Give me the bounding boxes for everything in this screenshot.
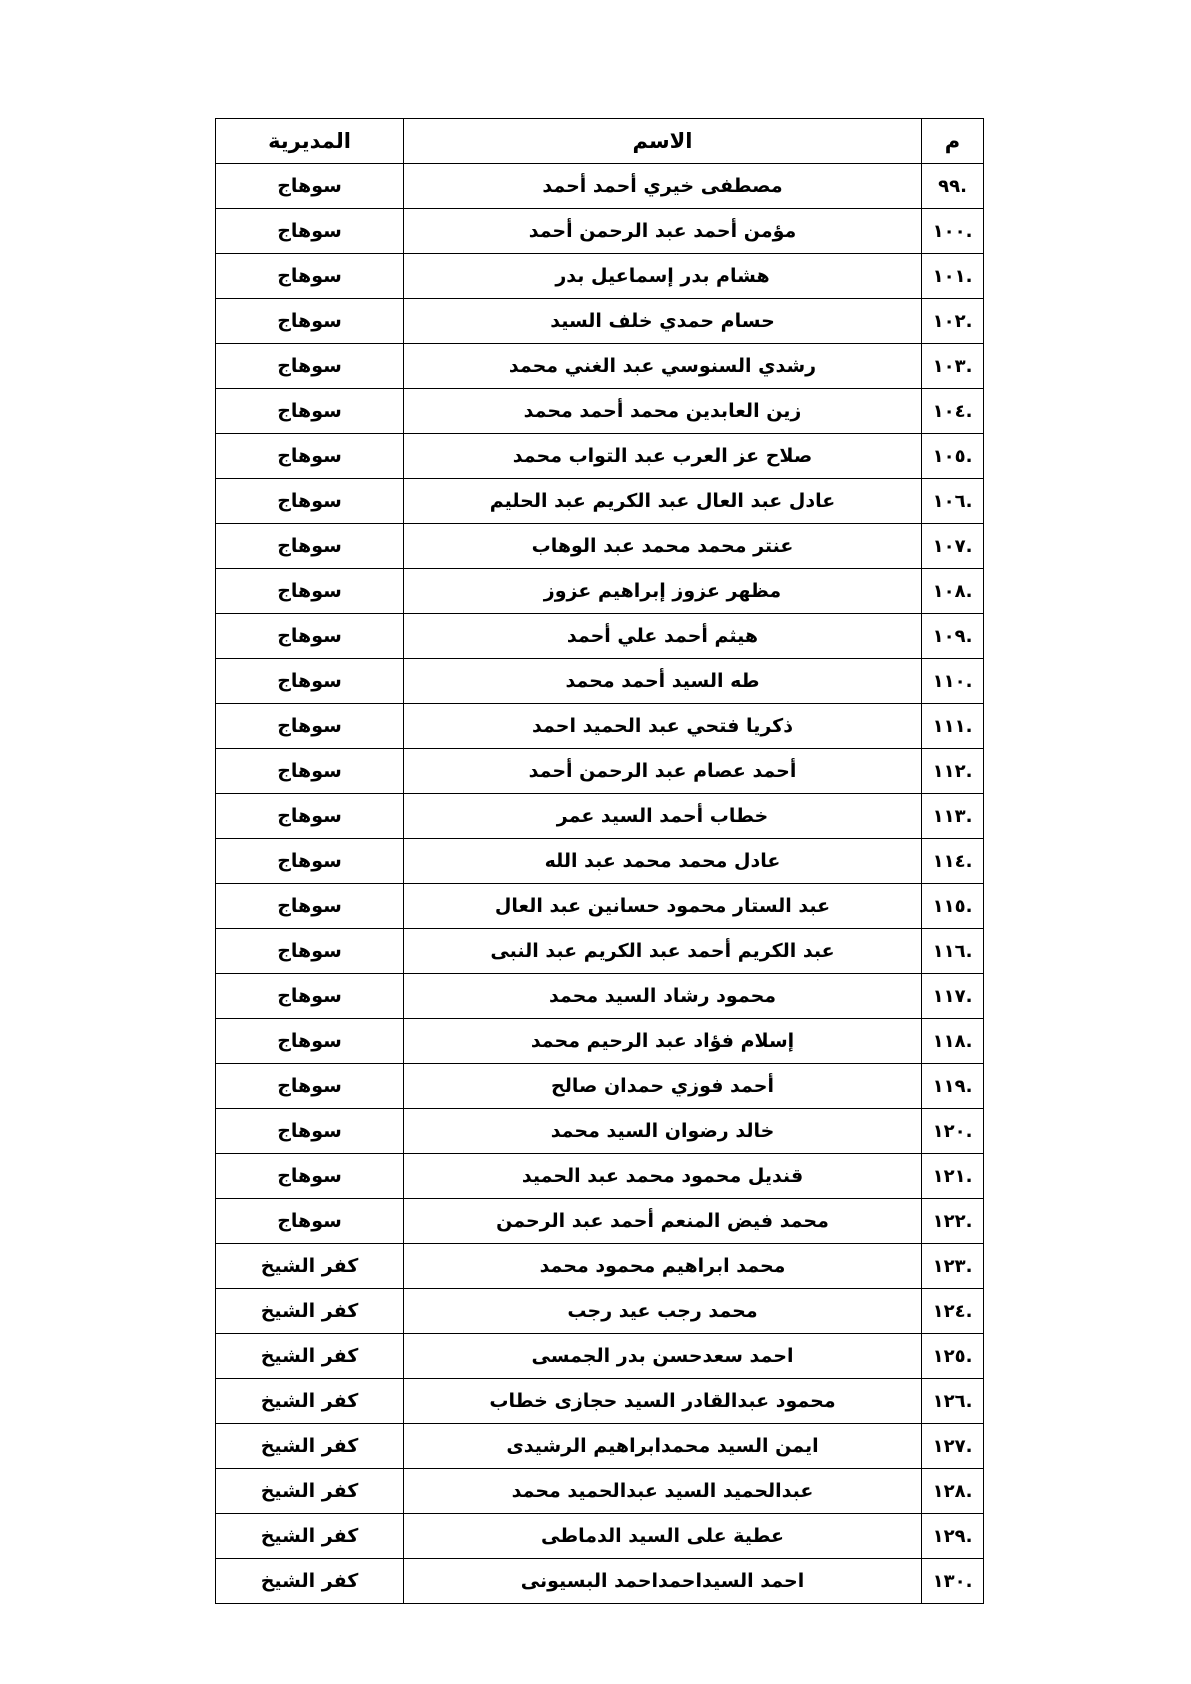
row-directorate: سوهاج — [216, 929, 404, 974]
table-row — [216, 344, 984, 389]
row-name: خالد رضوان السيد محمد — [404, 1109, 922, 1154]
header-name: الاسم — [404, 119, 922, 164]
header-num: م — [922, 119, 984, 164]
row-name: عطية على السيد الدماطى — [404, 1514, 922, 1559]
row-name: خطاب أحمد السيد عمر — [404, 794, 922, 839]
table-row — [216, 1379, 984, 1424]
row-name: محمد رجب عيد رجب — [404, 1289, 922, 1334]
row-directorate: سوهاج — [216, 569, 404, 614]
table-row — [216, 1154, 984, 1199]
header-directorate: المديرية — [216, 119, 404, 164]
row-name: مظهر عزوز إبراهيم عزوز — [404, 569, 922, 614]
row-number: .١٠٨ — [922, 569, 984, 614]
row-number: .١٠٤ — [922, 389, 984, 434]
table-row — [216, 164, 984, 209]
row-number: .١١٧ — [922, 974, 984, 1019]
row-directorate: سوهاج — [216, 389, 404, 434]
names-table — [215, 118, 984, 1604]
table-row — [216, 1334, 984, 1379]
row-number: .١١٣ — [922, 794, 984, 839]
table-row — [216, 479, 984, 524]
row-number: .١١٤ — [922, 839, 984, 884]
row-directorate: سوهاج — [216, 794, 404, 839]
table-row — [216, 704, 984, 749]
row-directorate: سوهاج — [216, 659, 404, 704]
row-number: .١٢٨ — [922, 1469, 984, 1514]
row-number: .١٠٢ — [922, 299, 984, 344]
table-row — [216, 974, 984, 1019]
row-directorate: سوهاج — [216, 299, 404, 344]
row-directorate: كفر الشيخ — [216, 1289, 404, 1334]
row-directorate: كفر الشيخ — [216, 1334, 404, 1379]
row-number: .١٢٥ — [922, 1334, 984, 1379]
row-name: عادل عبد العال عبد الكريم عبد الحليم — [404, 479, 922, 524]
row-directorate: سوهاج — [216, 614, 404, 659]
table-row — [216, 389, 984, 434]
table-row — [216, 569, 984, 614]
table-row — [216, 614, 984, 659]
row-directorate: سوهاج — [216, 1199, 404, 1244]
row-directorate: كفر الشيخ — [216, 1514, 404, 1559]
row-number: .١٠٠ — [922, 209, 984, 254]
row-directorate: كفر الشيخ — [216, 1424, 404, 1469]
row-directorate: سوهاج — [216, 839, 404, 884]
table-row — [216, 1064, 984, 1109]
table-row — [216, 1559, 984, 1604]
row-name: عبد الكريم أحمد عبد الكريم عبد النبى — [404, 929, 922, 974]
row-name: عبدالحميد السيد عبدالحميد محمد — [404, 1469, 922, 1514]
row-directorate: سوهاج — [216, 1109, 404, 1154]
row-number: .١٢١ — [922, 1154, 984, 1199]
row-name: صلاح عز العرب عبد التواب محمد — [404, 434, 922, 479]
row-number: .١٠٣ — [922, 344, 984, 389]
row-number: .١١٠ — [922, 659, 984, 704]
table-row — [216, 1424, 984, 1469]
row-directorate: كفر الشيخ — [216, 1244, 404, 1289]
row-number: .١١٥ — [922, 884, 984, 929]
row-number: .١٢٤ — [922, 1289, 984, 1334]
table-row — [216, 1109, 984, 1154]
table-header-row — [216, 119, 984, 164]
row-name: عنتر محمد محمد عبد الوهاب — [404, 524, 922, 569]
row-name: مصطفى خيري أحمد أحمد — [404, 164, 922, 209]
row-name: محمد فيض المنعم أحمد عبد الرحمن — [404, 1199, 922, 1244]
row-number: .١٢٩ — [922, 1514, 984, 1559]
row-number: .١٠١ — [922, 254, 984, 299]
row-name: زين العابدين محمد أحمد محمد — [404, 389, 922, 434]
row-number: .١٢٣ — [922, 1244, 984, 1289]
row-name: احمد السيداحمداحمد البسيونى — [404, 1559, 922, 1604]
row-directorate: سوهاج — [216, 974, 404, 1019]
row-name: رشدي السنوسي عبد الغني محمد — [404, 344, 922, 389]
row-directorate: سوهاج — [216, 254, 404, 299]
row-number: .١١١ — [922, 704, 984, 749]
row-number: .١٢٢ — [922, 1199, 984, 1244]
table-row — [216, 254, 984, 299]
table-row — [216, 1289, 984, 1334]
row-directorate: سوهاج — [216, 884, 404, 929]
row-directorate: سوهاج — [216, 524, 404, 569]
row-number: .٩٩ — [922, 164, 984, 209]
row-directorate: سوهاج — [216, 1019, 404, 1064]
row-name: احمد سعدحسن بدر الجمسى — [404, 1334, 922, 1379]
row-directorate: سوهاج — [216, 1154, 404, 1199]
row-directorate: سوهاج — [216, 749, 404, 794]
row-directorate: سوهاج — [216, 479, 404, 524]
row-name: محمود رشاد السيد محمد — [404, 974, 922, 1019]
row-number: .١١٦ — [922, 929, 984, 974]
row-number: .١٠٩ — [922, 614, 984, 659]
table-row — [216, 839, 984, 884]
row-number: .١٠٧ — [922, 524, 984, 569]
table-row — [216, 434, 984, 479]
row-number: .١١٨ — [922, 1019, 984, 1064]
row-name: ايمن السيد محمدابراهيم الرشيدى — [404, 1424, 922, 1469]
row-directorate: كفر الشيخ — [216, 1469, 404, 1514]
table-row — [216, 884, 984, 929]
row-name: عادل محمد محمد عبد الله — [404, 839, 922, 884]
row-name: هيثم أحمد علي أحمد — [404, 614, 922, 659]
table-row — [216, 749, 984, 794]
row-directorate: سوهاج — [216, 1064, 404, 1109]
table-row — [216, 1244, 984, 1289]
row-number: .١٢٧ — [922, 1424, 984, 1469]
table-row — [216, 1019, 984, 1064]
row-name: محمد ابراهيم محمود محمد — [404, 1244, 922, 1289]
row-number: .١١٩ — [922, 1064, 984, 1109]
table-row — [216, 659, 984, 704]
table-row — [216, 1514, 984, 1559]
row-name: عبد الستار محمود حسانين عبد العال — [404, 884, 922, 929]
table-row — [216, 524, 984, 569]
table-row — [216, 929, 984, 974]
table-row — [216, 209, 984, 254]
row-directorate: سوهاج — [216, 704, 404, 749]
row-directorate: كفر الشيخ — [216, 1379, 404, 1424]
row-name: أحمد فوزي حمدان صالح — [404, 1064, 922, 1109]
table-row — [216, 299, 984, 344]
row-number: .١٢٦ — [922, 1379, 984, 1424]
row-name: مؤمن أحمد عبد الرحمن أحمد — [404, 209, 922, 254]
row-name: طه السيد أحمد محمد — [404, 659, 922, 704]
table-row — [216, 1199, 984, 1244]
row-name: أحمد عصام عبد الرحمن أحمد — [404, 749, 922, 794]
row-directorate: سوهاج — [216, 344, 404, 389]
table-row — [216, 794, 984, 839]
row-directorate: سوهاج — [216, 434, 404, 479]
row-number: .١٣٠ — [922, 1559, 984, 1604]
row-directorate: سوهاج — [216, 164, 404, 209]
row-name: إسلام فؤاد عبد الرحيم محمد — [404, 1019, 922, 1064]
table-row — [216, 1469, 984, 1514]
row-name: محمود عبدالقادر السيد حجازى خطاب — [404, 1379, 922, 1424]
table-body — [216, 164, 984, 1604]
row-directorate: سوهاج — [216, 209, 404, 254]
row-name: قنديل محمود محمد عبد الحميد — [404, 1154, 922, 1199]
row-name: ذكريا فتحي عبد الحميد احمد — [404, 704, 922, 749]
row-directorate: كفر الشيخ — [216, 1559, 404, 1604]
row-name: حسام حمدي خلف السيد — [404, 299, 922, 344]
row-number: .١١٢ — [922, 749, 984, 794]
row-number: .١٠٥ — [922, 434, 984, 479]
row-number: .١٢٠ — [922, 1109, 984, 1154]
row-name: هشام بدر إسماعيل بدر — [404, 254, 922, 299]
row-number: .١٠٦ — [922, 479, 984, 524]
